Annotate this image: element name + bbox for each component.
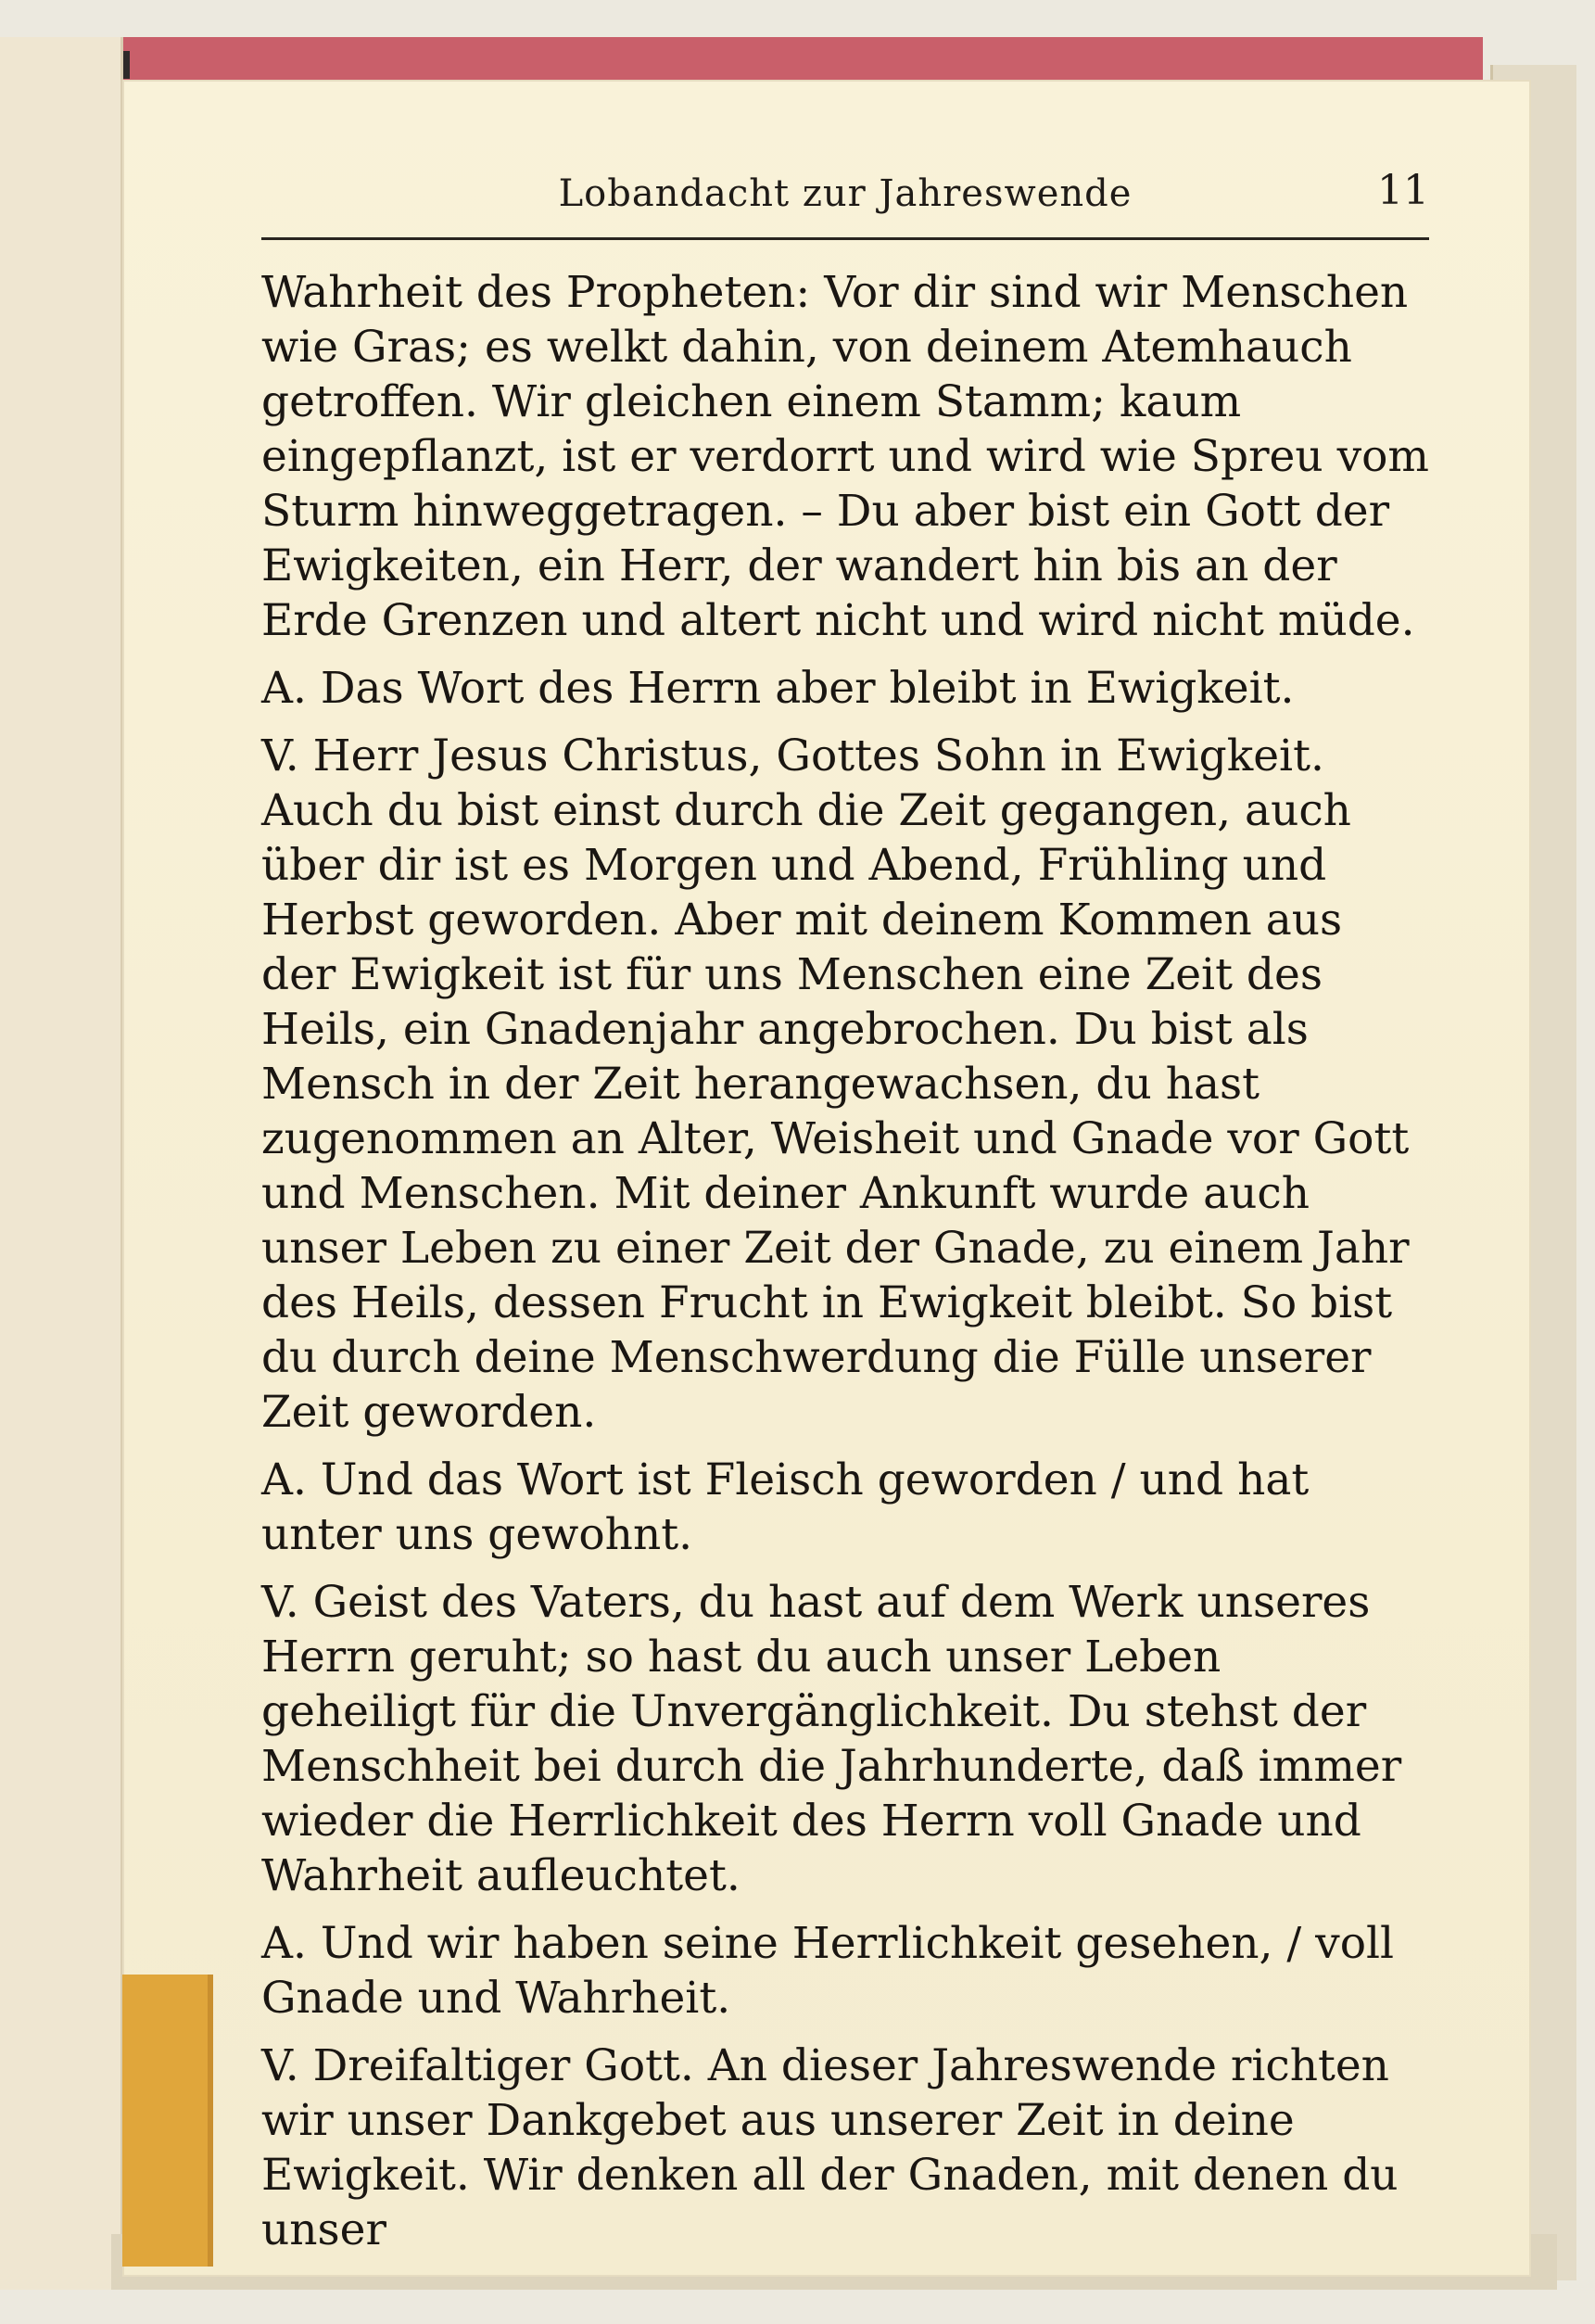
paragraph-1: Wahrheit des Propheten: Vor dir sind wir Menschen wie Gras; es welkt dahin, von deinem Atemhauch getroffen. Wir gleichen einem Stamm; kaum eingepflanzt, ist er verdorrt und wird wie Spreu vom Sturm hinweggetragen. – Du aber bist ein Gott der Ewigkeiten, ein Herr, der wandert hin bis an der Erde Grenzen und altert nicht und wird nicht müde. (261, 267, 1429, 646)
paragraph-6: A. Und wir haben seine Herrlichkeit gesehen, / voll Gnade und Wahrheit. (261, 1918, 1395, 2024)
paragraph-7: V. Dreifaltiger Gott. An dieser Jahreswende richten wir unser Dankgebet aus unserer Zeit in deine Ewigkeit. Wir denken all der Gnaden, mit denen du unser (261, 2040, 1399, 2255)
page-number: 11 (1377, 167, 1429, 214)
bookmark-tab-shadow (208, 1975, 213, 2267)
bookmark-tab (122, 1975, 208, 2267)
book-page (122, 80, 1531, 2277)
book-gutter-left (0, 37, 123, 2290)
paragraph-2: A. Das Wort des Herrn aber bleibt in Ewigkeit. (261, 663, 1295, 714)
page-body (261, 265, 1429, 2270)
paragraph-3: V. Herr Jesus Christus, Gottes Sohn in Ewigkeit. Auch du bist einst durch die Zeit gegangen, auch über dir ist es Morgen und Abend, Frühling und Herbst geworden. Aber mit deinem Kommen aus der Ewigkeit ist für uns Menschen eine Zeit des Heils, ein Gnadenjahr angebrochen. Du bist als Mensch in der Zeit herangewachsen, du hast zugenommen an Alter, Weisheit und Gnade vor Gott und Menschen. Mit deiner Ankunft wurde auch unser Leben zu einer Zeit der Gnade, zu einem Jahr des Heils, dessen Frucht in Ewigkeit bleibt. So bist du durch deine Menschwerdung die Fülle unserer Zeit geworden. (261, 730, 1410, 1438)
running-title: Lobandacht zur Jahreswende (558, 172, 1133, 215)
paragraph-5: V. Geist des Vaters, du hast auf dem Werk unseres Herrn geruht; so hast du auch unser Leben geheiligt für die Unvergänglichkeit. Du stehst der Menschheit bei durch die Jahrhunderte, daß immer wieder die Herrlichkeit des Herrn voll Gnade und Wahrheit aufleuchtet. (261, 1577, 1402, 1901)
running-header (261, 167, 1429, 240)
paragraph-4: A. Und das Wort ist Fleisch geworden / und hat unter uns gewohnt. (261, 1454, 1310, 1560)
